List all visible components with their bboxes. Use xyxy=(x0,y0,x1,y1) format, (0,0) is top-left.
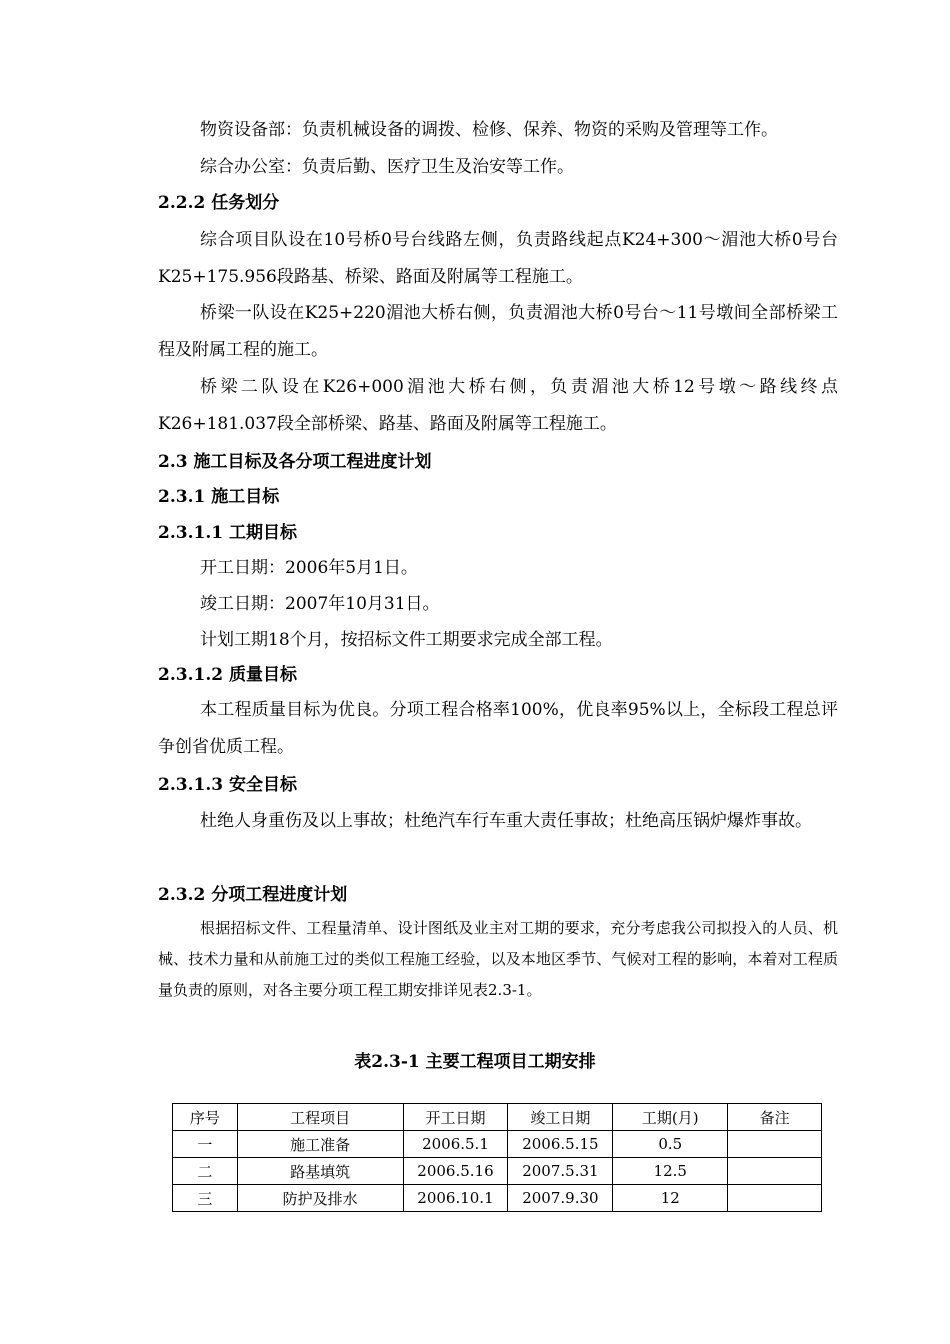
table-cell: 2006.5.1 xyxy=(403,1131,508,1158)
table-cell: 0.5 xyxy=(613,1131,728,1158)
table-cell: 2007.5.31 xyxy=(508,1158,613,1185)
schedule-table xyxy=(172,1103,822,1212)
heading-2-2-2: 2.2.2 任务划分 xyxy=(158,193,280,213)
table-row xyxy=(173,1131,822,1158)
paragraph-safety-goal: 杜绝人身重伤及以上事故；杜绝汽车行车重大责任事故；杜绝高压锅炉爆炸事故。 xyxy=(200,811,812,831)
table-cell xyxy=(728,1185,822,1212)
paragraph-end-date: 竣工日期：2007年10月31日。 xyxy=(200,594,440,614)
table-row xyxy=(173,1158,822,1185)
paragraph-schedule-intro: 根据招标文件、工程量清单、设计图纸及业主对工期的要求，充分考虑我公司拟投入的人员、机械、技术力量和从前施工过的类似工程施工经验，以及本地区季节、气候对工程的影响，本着对工程质量负责的原则，对各主要分项工程工期安排详见表2.3-1。 xyxy=(158,919,838,999)
paragraph-team-bridge-1: 桥梁一队设在K25+220湄池大桥右侧，负责湄池大桥0号台～11号墩间全部桥梁工程及附属工程的施工。 xyxy=(158,303,838,360)
heading-2-3-1-2: 2.3.1.2 质量目标 xyxy=(158,665,297,685)
table-row xyxy=(173,1185,822,1212)
table-cell: 2006.10.1 xyxy=(403,1185,508,1212)
paragraph-duration: 计划工期18个月，按招标文件工期要求完成全部工程。 xyxy=(200,630,613,650)
table-cell: 一 xyxy=(173,1131,238,1158)
header-cell-end: 竣工日期 xyxy=(508,1104,613,1131)
header-cell-start: 开工日期 xyxy=(403,1104,508,1131)
header-cell-remarks: 备注 xyxy=(728,1104,822,1131)
table-cell: 三 xyxy=(173,1185,238,1212)
table-cell: 12.5 xyxy=(613,1158,728,1185)
table-cell: 二 xyxy=(173,1158,238,1185)
paragraph-team-integrated: 综合项目队设在10号桥0号台线路左侧，负责路线起点K24+300～湄池大桥0号台K25+175.956段路基、桥梁、路面及附属等工程施工。 xyxy=(158,230,838,287)
paragraph-quality-goal: 本工程质量目标为优良。分项工程合格率100%，优良率95%以上，全标段工程总评争创省优质工程。 xyxy=(158,700,838,757)
table-cell: 2006.5.16 xyxy=(403,1158,508,1185)
header-cell-index: 序号 xyxy=(173,1104,238,1131)
header-cell-item: 工程项目 xyxy=(237,1104,403,1131)
table-cell: 施工准备 xyxy=(237,1131,403,1158)
header-cell-duration: 工期(月) xyxy=(613,1104,728,1131)
paragraph-team-bridge-2: 桥梁二队设在K26+000湄池大桥右侧，负责湄池大桥12号墩～路线终点K26+181.037段全部桥梁、路基、路面及附属等工程施工。 xyxy=(158,377,838,434)
table-cell: 防护及排水 xyxy=(237,1185,403,1212)
table-header-row xyxy=(173,1104,822,1131)
table-cell: 2006.5.15 xyxy=(508,1131,613,1158)
paragraph-general-office: 综合办公室：负责后勤、医疗卫生及治安等工作。 xyxy=(200,157,574,177)
table-cell xyxy=(728,1158,822,1185)
table-cell: 2007.9.30 xyxy=(508,1185,613,1212)
heading-2-3-1-3: 2.3.1.3 安全目标 xyxy=(158,775,297,795)
table-cell xyxy=(728,1131,822,1158)
table-cell: 路基填筑 xyxy=(237,1158,403,1185)
heading-2-3-1: 2.3.1 施工目标 xyxy=(158,487,280,507)
table-caption: 表2.3-1 主要工程项目工期安排 xyxy=(354,1052,596,1072)
heading-2-3-2: 2.3.2 分项工程进度计划 xyxy=(158,885,348,905)
paragraph-materials-dept: 物资设备部：负责机械设备的调拨、检修、保养、物资的采购及管理等工作。 xyxy=(200,120,778,140)
paragraph-start-date: 开工日期：2006年5月1日。 xyxy=(200,558,418,578)
heading-2-3: 2.3 施工目标及各分项工程进度计划 xyxy=(158,452,432,472)
table-cell: 12 xyxy=(613,1185,728,1212)
heading-2-3-1-1: 2.3.1.1 工期目标 xyxy=(158,523,297,543)
